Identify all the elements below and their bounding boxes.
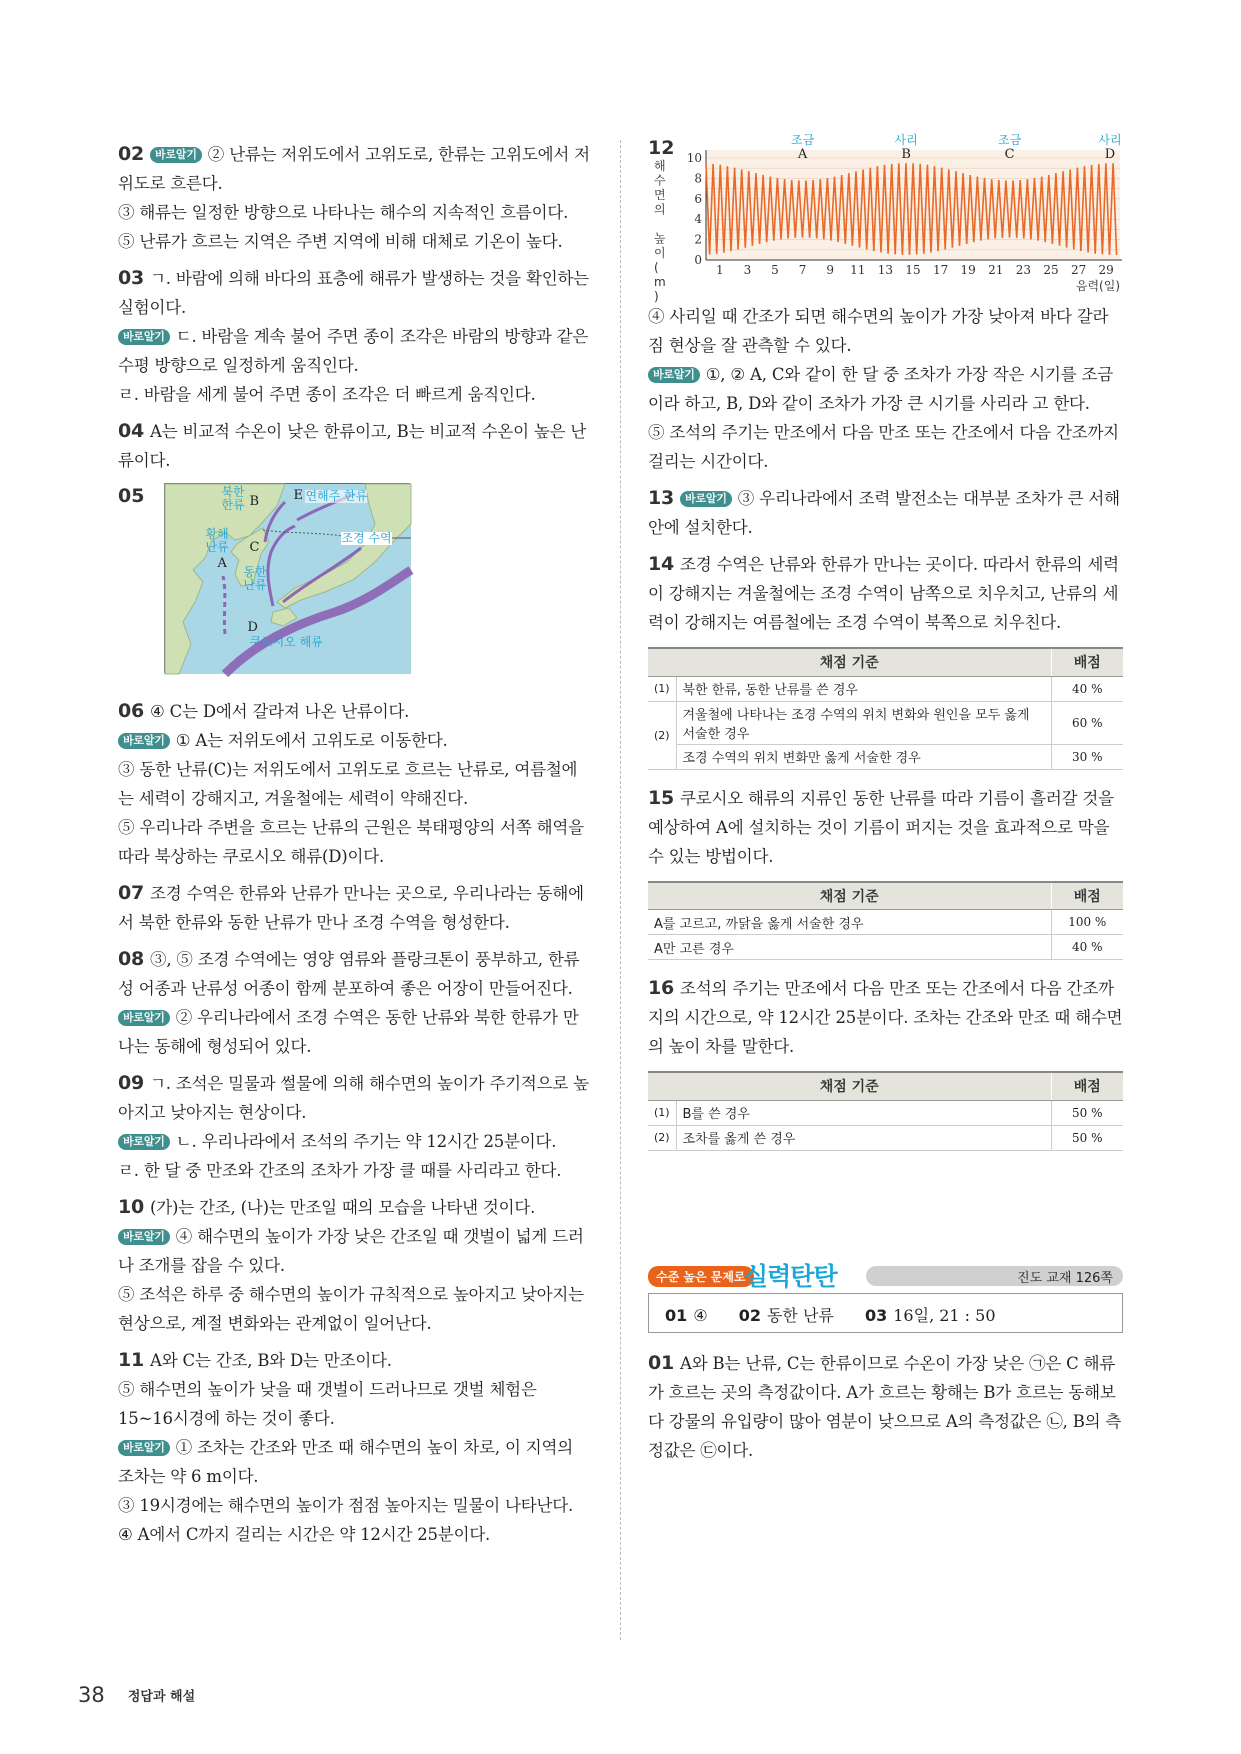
x-tick-label: 9 <box>826 263 835 277</box>
annotation-letter: C <box>1004 147 1015 162</box>
tide-chart <box>648 133 1123 304</box>
y-tick-label: 0 <box>694 253 702 267</box>
scoring-table-15: 채점 기준 배점 A를 고르고, 까닭을 옳게 서술한 경우 100 % A만 고른 경우 40 % <box>648 881 1123 961</box>
fix-tag: 바로알기 <box>648 367 700 383</box>
annotation-label: 조금 <box>791 133 815 147</box>
question-number: 12 <box>648 137 675 159</box>
x-tick-label: 19 <box>960 263 976 277</box>
page-footer <box>78 1683 195 1707</box>
x-tick-label: 1 <box>715 263 724 277</box>
annotation-letter: A <box>797 147 808 162</box>
label-yellow-sea-warm: 황해 난류 <box>205 527 229 554</box>
answer-07: 07 조경 수역은 한류와 난류가 만나는 곳으로, 우리나라는 동해에서 북한 한류와 동한 난류가 만나 조경 수역을 형성한다. <box>118 882 584 932</box>
table-row: (2) 겨울철에 나타나는 조경 수역의 위치 변화와 원인을 모두 옳게 서술한 경우 60 % <box>648 701 1123 744</box>
label-front-zone: 조경 수역 <box>341 531 392 545</box>
fix-tag: 바로알기 <box>118 1440 170 1456</box>
fix-tag: 바로알기 <box>118 1134 170 1150</box>
annotation-label: 사리 <box>894 133 918 147</box>
answer-08: 08 ③, ⑤ 조경 수역에는 영양 염류와 플랑크톤이 풍부하고, 한류성 어종과 난류성 어종이 함께 분포하여 좋은 어장이 만들어진다. 바로알기 ② 우리나라에서 조경 수역은 동한 난류와 북한 한류가 만나는 동해에 형성되어 있다. <box>118 948 580 1056</box>
quick-answer: 01 ④ <box>665 1305 708 1325</box>
x-tick-label: 11 <box>850 263 866 277</box>
answer-14: 14 조경 수역은 난류와 한류가 만나는 곳이다. 따라서 한류의 세력이 강해지는 겨울철에는 조경 수역이 남쪽으로 치우치고, 난류의 세력이 강해지는 여름철에는 조경 수역이 북쪽으로 치우친다. <box>648 553 1119 632</box>
scoring-table-16: 채점 기준 배점 (1) B를 쓴 경우 50 % (2) 조차를 옳게 쓴 경우 50 % <box>648 1071 1123 1151</box>
x-tick-label: 27 <box>1070 263 1087 277</box>
question-number: 15 <box>648 786 675 809</box>
annotation-letter: D <box>1104 147 1116 162</box>
section-banner <box>648 1263 1123 1289</box>
question-number: 02 <box>118 143 145 165</box>
y-axis-label-char: 면 <box>654 188 666 202</box>
ocean-current-map <box>164 483 410 673</box>
question-number: 04 <box>118 420 145 442</box>
annotation-letter: B <box>901 147 911 162</box>
question-number: 01 <box>648 1351 675 1374</box>
label-east-korea-warm: 동한 난류 <box>243 565 267 592</box>
fix-tag: 바로알기 <box>150 147 202 163</box>
table-row: 조경 수역의 위치 변화만 옳게 서술한 경우 30 % <box>648 744 1123 769</box>
answer-02: 02 바로알기 ② 난류는 저위도에서 고위도로, 한류는 고위도에서 저위도로 흐른다. ③ 해류는 일정한 방향으로 나타나는 해수의 지속적인 흐름이다. ⑤ 난류가 흐르는 지역은 주변 지역에 비해 대체로 기온이 높다. <box>118 143 590 251</box>
letter-e: E <box>293 488 303 503</box>
y-axis-label-char: m <box>654 275 666 289</box>
answer-10: 10 (가)는 간조, (나)는 만조일 때의 모습을 나타낸 것이다. 바로알기 ④ 해수면의 높이가 가장 낮은 간조일 때 갯벌이 넓게 드러나 조개를 잡을 수 있다. ⑤ 조석은 하루 중 해수면의 높이가 규칙적으로 높아지고 낮아지는 현상으로, 계절 변화와는 관계없이 일어난다. <box>118 1196 584 1333</box>
annotation-label: 사리 <box>1098 133 1122 147</box>
answer-05 <box>118 483 592 673</box>
x-tick-label: 13 <box>877 263 894 277</box>
left-column <box>118 140 592 1549</box>
x-tick-label: 29 <box>1098 263 1114 277</box>
answer-04: 04 A는 비교적 수온이 낮은 한류이고, B는 비교적 수온이 높은 난류이다. <box>118 420 587 470</box>
question-number: 09 <box>118 1072 145 1094</box>
question-number: 05 <box>118 485 145 507</box>
table-row: A만 고른 경우 40 % <box>648 935 1123 960</box>
quick-answer: 02 동한 난류 <box>738 1305 834 1325</box>
answer-12: ④ 사리일 때 간조가 되면 해수면의 높이가 가장 낮아져 바다 갈라짐 현상을 잘 관측할 수 있다. 바로알기 ①, ② A, C와 같이 한 달 중 조차가 가장 작은 시기를 조금이라 하고, B, D와 같이 조차가 가장 큰 시기를 사리라 고 한다. ⑤ 조석의 주기는 만조에서 다음 만조 또는 간조에서 다음 간조까지 걸리는 시간이다. <box>648 307 1119 471</box>
y-axis-label-char: ( <box>654 260 659 275</box>
fix-tag: 바로알기 <box>118 733 170 749</box>
fix-tag: 바로알기 <box>118 1010 170 1026</box>
table-row: (1) B를 쓴 경우 50 % <box>648 1100 1123 1125</box>
y-tick-label: 10 <box>686 151 702 165</box>
x-tick-label: 25 <box>1043 263 1059 277</box>
scoring-table-14: 채점 기준 배점 (1) 북한 한류, 동한 난류를 쓴 경우 40 % (2) 겨울철에 나타나는 조경 수역의 위치 변화와 원인을 모두 옳게 서술한 경우 60 % 조경 수역의 위치 변화만 옳게 서술한 경우 30 % <box>648 647 1123 770</box>
x-tick-label: 7 <box>798 263 807 277</box>
section-title: 실력탄탄 <box>744 1261 837 1291</box>
answer-06: 06 ④ C는 D에서 갈라져 나온 난류이다. 바로알기 ① A는 저위도에서 고위도로 이동한다. ③ 동한 난류(C)는 저위도에서 고위도로 흐르는 난류로, 여름철에는 세력이 강해지고, 겨울철에는 세력이 약해진다. ⑤ 우리나라 주변을 흐르는 난류의 근원은 북태평양의 서쪽 해역을 따라 북상하는 쿠로시오 해류(D)이다. <box>118 700 584 866</box>
x-tick-label: 5 <box>771 263 779 277</box>
answer-03: 03 ㄱ. 바람에 의해 바다의 표층에 해류가 발생하는 것을 확인하는 실험이다. 바로알기 ㄷ. 바람을 계속 불어 주면 종이 조각은 바람의 방향과 같은 수평 방향으로 일정하게 움직인다. ㄹ. 바람을 세게 불어 주면 종이 조각은 더 빠르게 움직인다. <box>118 267 589 404</box>
quick-answers <box>648 1293 1123 1333</box>
annotation-label: 조금 <box>998 133 1022 147</box>
letter-c: C <box>249 540 260 555</box>
letter-b: B <box>249 494 260 509</box>
y-axis-label-char: 높 <box>654 231 666 246</box>
x-tick-label: 3 <box>743 263 752 277</box>
y-axis-label-char: 이 <box>654 246 666 260</box>
label-kuroshio: 쿠로시오 해류 <box>249 635 323 649</box>
table-row: (2) 조차를 옳게 쓴 경우 50 % <box>648 1125 1123 1150</box>
question-number: 11 <box>118 1349 145 1371</box>
table-row: A를 고르고, 까닭을 옳게 서술한 경우 100 % <box>648 910 1123 935</box>
letter-d: D <box>247 620 258 635</box>
fix-tag: 바로알기 <box>118 1229 170 1245</box>
right-column <box>648 133 1123 1465</box>
x-axis-label: 음력(일) <box>1075 279 1120 293</box>
answer-11: 11 A와 C는 간조, B와 D는 만조이다. ⑤ 해수면의 높이가 낮을 때 갯벌이 드러나므로 갯벌 체험은 15~16시경에 하는 것이 좋다. 바로알기 ① 조차는 간조와 만조 때 해수면의 높이 차로, 이 지역의 조차는 약 6 m이다. ③ 19시경에는 해수면의 높이가 점점 높아지는 밀물이 나타난다. ④ A에서 C까지 걸리는 시간은 약 12시간 25분이다. <box>118 1349 573 1544</box>
question-number: 08 <box>118 948 145 970</box>
question-number: 14 <box>648 553 675 575</box>
level-pill: 수준 높은 문제로 <box>648 1266 754 1287</box>
y-tick-label: 2 <box>694 232 702 247</box>
x-tick-label: 17 <box>932 263 949 277</box>
question-number: 13 <box>648 487 675 509</box>
page-number: 38 <box>78 1683 105 1707</box>
label-liman-cold: 연해주 한류 <box>305 489 368 503</box>
label-north-korea-cold: 북한 한류 <box>221 485 245 512</box>
y-axis-label-char: 수 <box>654 173 666 188</box>
answer-advanced-01: 01 A와 B는 난류, C는 한류이므로 수온이 가장 낮은 ㉠은 C 해류가 흐르는 곳의 측정값이다. A가 흐르는 황해는 B가 흐르는 동해보다 강물의 유입량이 많아 염분이 낮으므로 A의 측정값은 ㉡, B의 측정값은 ㉢이다. <box>648 1351 1122 1460</box>
x-tick-label: 23 <box>1015 263 1032 277</box>
y-axis-label-char: 해 <box>654 159 666 173</box>
question-number: 06 <box>118 700 145 722</box>
y-tick-label: 4 <box>694 212 702 227</box>
question-number: 07 <box>118 882 145 904</box>
quick-answer: 03 16일, 21 : 50 <box>864 1305 996 1325</box>
question-number: 16 <box>648 977 675 999</box>
y-tick-label: 8 <box>694 171 702 186</box>
letter-a: A <box>217 556 227 571</box>
textbook-reference: 진도 교재 126쪽 <box>1017 1270 1113 1286</box>
column-divider <box>620 140 621 1640</box>
fix-tag: 바로알기 <box>680 491 732 507</box>
table-row: (1) 북한 한류, 동한 난류를 쓴 경우 40 % <box>648 676 1123 701</box>
x-tick-label: 21 <box>988 263 1004 277</box>
x-tick-label: 15 <box>905 263 921 277</box>
answer-09: 09 ㄱ. 조석은 밀물과 썰물에 의해 해수면의 높이가 주기적으로 높아지고 낮아지는 현상이다. 바로알기 ㄴ. 우리나라에서 조석의 주기는 약 12시간 25분이다. ㄹ. 한 달 중 만조와 간조의 조차가 가장 클 때를 사리라고 한다. <box>118 1072 589 1180</box>
y-axis-label-char: ) <box>654 289 659 304</box>
y-tick-label: 6 <box>694 191 702 206</box>
question-number: 10 <box>118 1196 145 1218</box>
answer-15: 15 쿠로시오 해류의 지류인 동한 난류를 따라 기름이 흘러갈 것을 예상하여 A에 설치하는 것이 기름이 퍼지는 것을 효과적으로 막을 수 있는 방법이다. <box>648 786 1114 866</box>
answer-16: 16 조석의 주기는 만조에서 다음 만조 또는 간조에서 다음 간조까지의 시간으로, 약 12시간 25분이다. 조차는 간조와 만조 때 해수면의 높이 차를 말한다. <box>648 977 1123 1056</box>
fix-tag: 바로알기 <box>118 329 170 345</box>
y-axis-label-char: 의 <box>654 202 666 217</box>
footer-label: 정답과 해설 <box>127 1689 196 1705</box>
question-number: 03 <box>118 267 145 289</box>
tide-chart-block <box>648 133 1123 304</box>
answer-13: 13 바로알기 ③ 우리나라에서 조력 발전소는 대부분 조차가 큰 서해안에 설치한다. <box>648 487 1120 537</box>
